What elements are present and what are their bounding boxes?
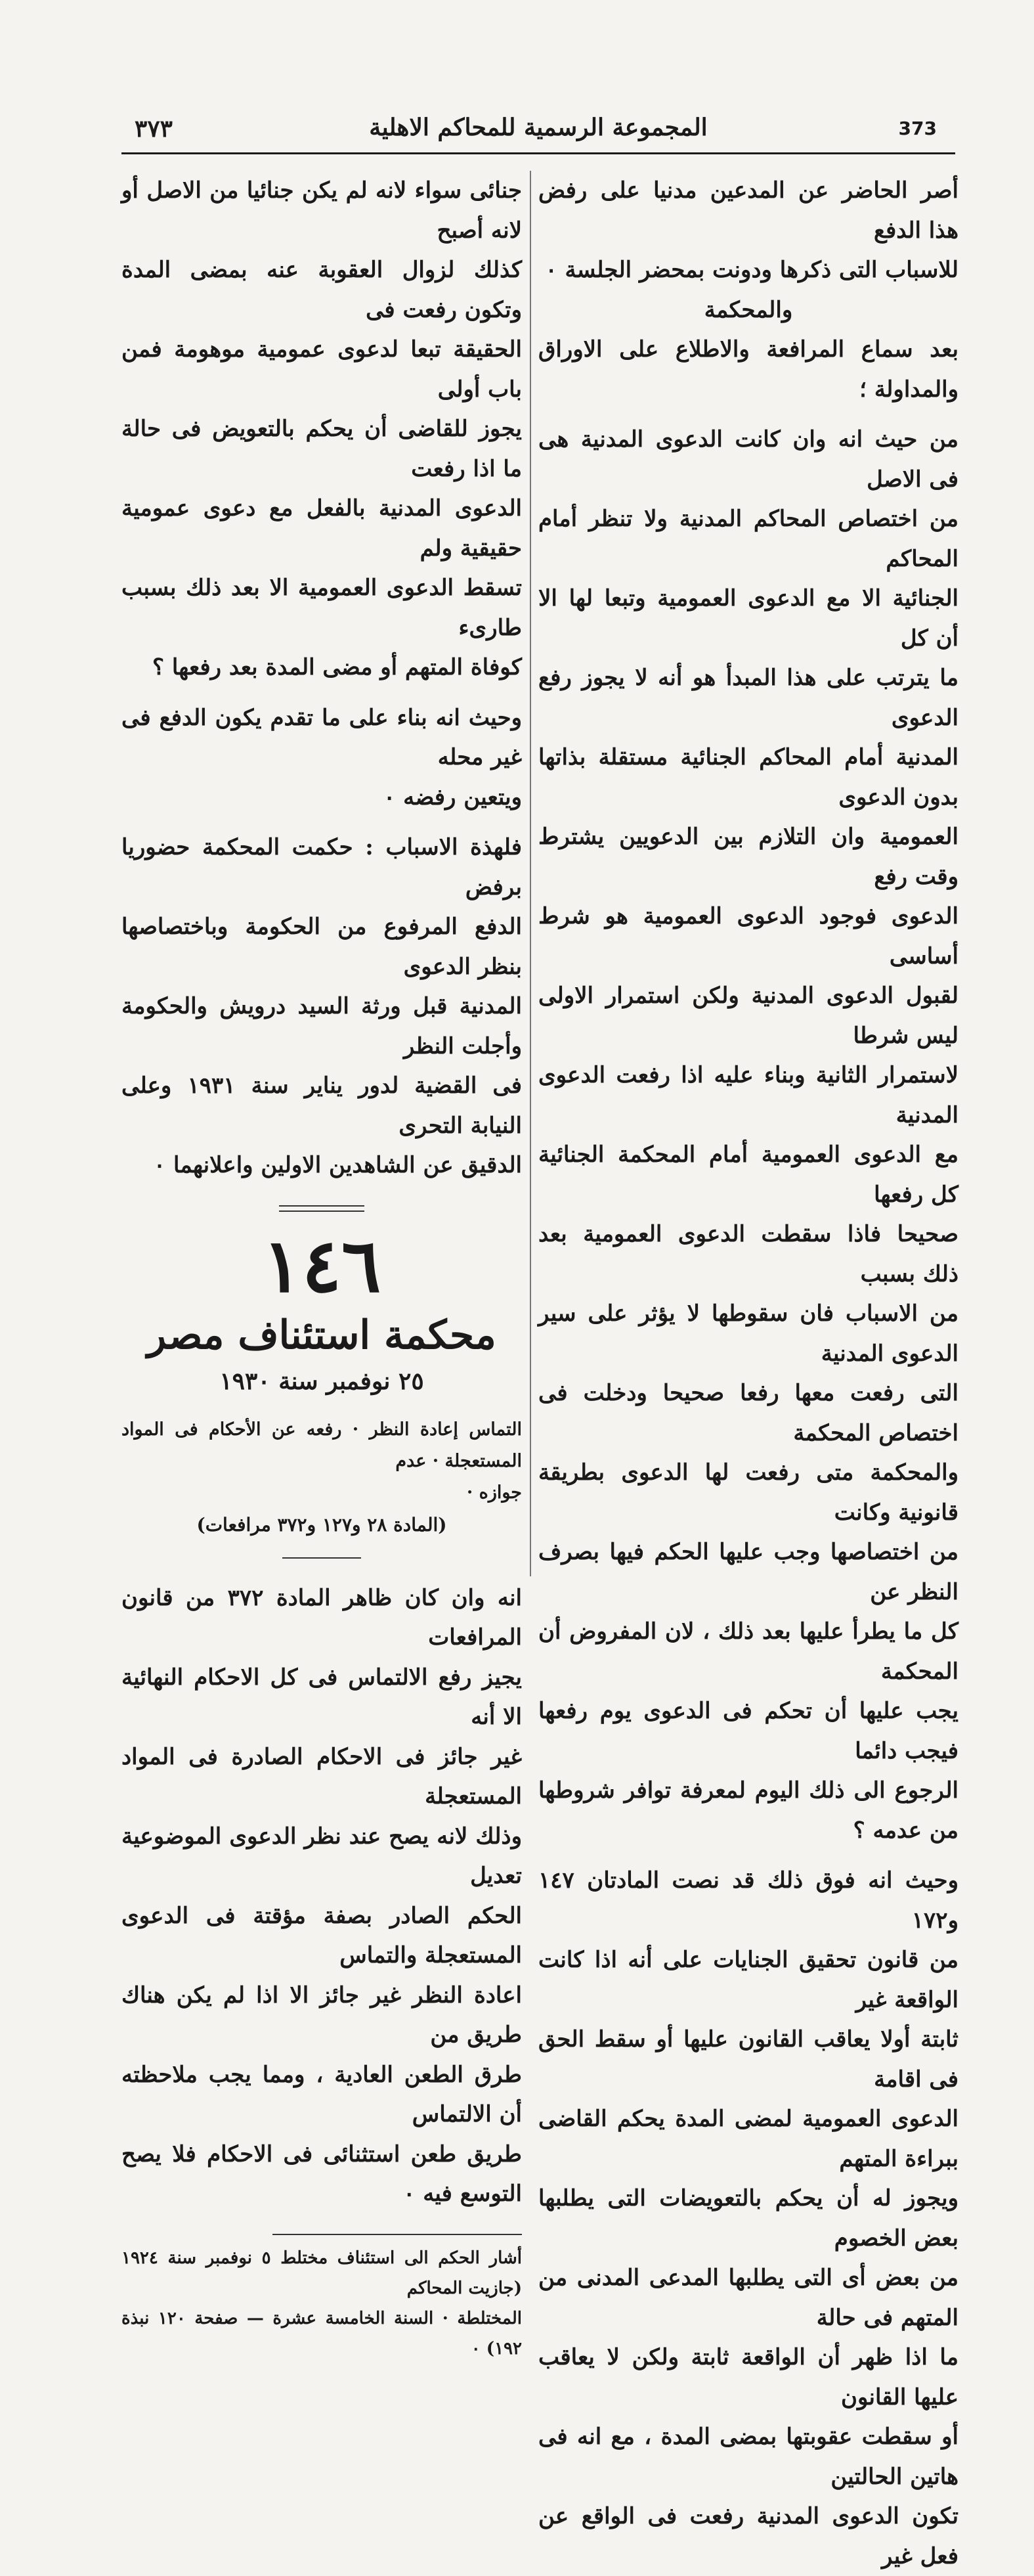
text-line: غير جائز فى الاحكام الصادرة فى المواد المستعجلة [121, 1743, 522, 1810]
text-line: الدعوى العمومية لمضى المدة يحكم القاضى ببراءة المتهم [538, 2106, 959, 2172]
article-reference: (المادة ٢٨ و١٢٧ و٣٧٢ مرافعات) [196, 1513, 447, 1536]
text-line: ثابتة أولا يعاقب القانون عليها أو سقط الحق فى اقامة [538, 2026, 959, 2093]
paragraph [121, 171, 522, 688]
text-line: الرجوع الى ذلك اليوم لمعرفة توافر شروطها من عدمه ؟ [538, 1777, 959, 1844]
page-header [121, 108, 955, 154]
left-column [121, 171, 522, 2364]
text-line: من حيث انه وان كانت الدعوى المدنية هى فى الاصل [538, 426, 959, 493]
text-line: بعد سماع المرافعة والاطلاع على الاوراق والمداولة ؛ [538, 336, 959, 403]
paragraph [121, 1578, 522, 2214]
text-line: العمومية وان التلازم بين الدعويين يشترط وقت رفع [538, 824, 959, 890]
text-line: ويجوز له أن يحكم بالتعويضات التى يطلبها بعض الخصوم [538, 2185, 959, 2252]
summary-line: التماس إعادة النظر · رفعه عن الأحكام فى المواد المستعجلة · عدم [121, 1419, 522, 1471]
case-number: ١٤٦ [262, 1222, 381, 1309]
text-line: ما يترتب على هذا المبدأ هو أنه لا يجوز رفع الدعوى [538, 665, 959, 731]
text-line: لاستمرار الثانية وبناء عليه اذا رفعت الدعوى المدنية [538, 1062, 959, 1128]
section-heading: والمحكمة [704, 296, 793, 323]
text-line: الدعوى فوجود الدعوى العمومية هو شرط أساسى [538, 903, 959, 969]
text-line: الحكم الصادر بصفة مؤقتة فى الدعوى المستعجلة والتماس [121, 1902, 522, 1968]
text-line: اعادة النظر غير جائز الا اذا لم يكن هناك طريق من [121, 1982, 522, 2048]
text-line: يجيز رفع الالتماس فى كل الاحكام النهائية الا أنه [121, 1664, 522, 1730]
summary-line: جوازه · [466, 1482, 522, 1503]
text-line: من اختصاصها وجب عليها الحكم فيها بصرف النظر عن [538, 1539, 959, 1605]
text-line: الجنائية الا مع الدعوى العمومية وتبعا لها الا أن كل [538, 585, 959, 652]
text-line: من قانون تحقيق الجنايات على أنه اذا كانت الواقعة غير [538, 1947, 959, 2013]
text-line: انه وان كان ظاهر المادة ٣٧٢ من قانون المرافعات [121, 1584, 522, 1651]
summary-separator [282, 1557, 361, 1559]
text-line: الدقيق عن الشاهدين الاولين واعلانهما ٠ [153, 1152, 522, 1178]
paragraph [538, 1861, 959, 2576]
case-summary [121, 1414, 522, 1509]
paragraph [538, 171, 959, 290]
text-line: فى القضية لدور يناير سنة ١٩٣١ وعلى النيابة التحرى [121, 1073, 522, 1139]
paragraph [538, 330, 959, 409]
section-separator [279, 1205, 364, 1212]
text-line: لقبول الدعوى المدنية ولكن استمرار الاولى ليس شرطا [538, 983, 959, 1049]
text-line: الحقيقة تبعا لدعوى عمومية موهومة فمن باب أولى [121, 336, 522, 403]
text-line: أو سقطت عقوبتها بمضى المدة ، مع انه فى هاتين الحالتين [538, 2424, 959, 2490]
page-number-latin: 373 [898, 118, 937, 139]
text-line: طريق طعن استثنائى فى الاحكام فلا يصح التوسع فيه ٠ [121, 2141, 522, 2207]
paragraph [538, 420, 959, 1850]
text-line: يجوز للقاضى أن يحكم بالتعويض فى حالة ما اذا رفعت [121, 416, 522, 482]
text-line: من اختصاص المحاكم المدنية ولا تنظر أمام المحاكم [538, 506, 959, 572]
page-number-arabic: ٣٧٣ [135, 115, 173, 143]
paragraph [121, 828, 522, 1186]
publication-title: المجموعة الرسمية للمحاكم الاهلية [369, 114, 708, 141]
text-line: ما اذا ظهر أن الواقعة ثابتة ولكن لا يعاقب عليها القانون [538, 2344, 959, 2410]
text-line: للاسباب التى ذكرها ودونت بمحضر الجلسة ٠ [545, 257, 959, 283]
text-line: تكون الدعوى المدنية رفعت فى الواقع عن فعل غير [538, 2503, 959, 2569]
right-column [538, 171, 959, 2576]
text-line: تسقط الدعوى العمومية الا بعد ذلك بسبب طارىء [121, 575, 522, 641]
text-line: المدنية قبل ورثة السيد درويش والحكومة وأجلت النظر [121, 993, 522, 1059]
text-line: مع الدعوى العمومية أمام المحكمة الجنائية كل رفعها [538, 1142, 959, 1208]
text-line: صحيحا فاذا سقطت الدعوى العمومية بعد ذلك بسبب [538, 1221, 959, 1287]
text-line: كل ما يطرأ عليها بعد ذلك ، لان المفروض أن المحكمة [538, 1618, 959, 1685]
text-line: فلهذة الاسباب : حكمت المحكمة حضوريا برفض [121, 834, 522, 900]
text-line: الدعوى المدنية بالفعل مع دعوى عمومية حقيقية ولم [121, 495, 522, 562]
text-line: جنائى سواء لانه لم يكن جنائيا من الاصل أو لانه أصبح [121, 177, 522, 244]
footnote-line: أشار الحكم الى استئناف مختلط ٥ نوفمبر سنة ١٩٢٤ (جازيت المحاكم [121, 2248, 522, 2298]
text-line: كوفاة المتهم أو مضى المدة بعد رفعها ؟ [152, 654, 522, 680]
text-line: ويتعين رفضه ٠ [383, 784, 522, 811]
text-line: أصر الحاضر عن المدعين مدنيا على رفض هذا الدفع [538, 177, 959, 244]
footnote-rule [272, 2234, 522, 2235]
footnote [121, 2243, 522, 2364]
text-line: يجب عليها أن تحكم فى الدعوى يوم رفعها فيجب دائما [538, 1698, 959, 1764]
text-line: والمحكمة متى رفعت لها الدعوى بطريقة قانونية وكانت [538, 1459, 959, 1526]
text-line: من بعض أى التى يطلبها المدعى المدنى من المتهم فى حالة [538, 2265, 959, 2331]
text-line: وحيث انه فوق ذلك قد نصت المادتان ١٤٧ و١٧٢ [538, 1867, 959, 1934]
case-date: ٢٥ نوفمبر سنة ١٩٣٠ [219, 1367, 424, 1395]
text-line: الدفع المرفوع من الحكومة وباختصاصها بنظر الدعوى [121, 914, 522, 980]
paragraph [121, 698, 522, 818]
text-line: وحيث انه بناء على ما تقدم يكون الدفع فى غير محله [121, 704, 522, 770]
footnote-line: المختلطة · السنة الخامسة عشرة — صفحة ١٢٠ نبذة ١٩٢) ٠ [121, 2308, 523, 2359]
header-rule [121, 152, 955, 154]
text-line: من الاسباب فان سقوطها لا يؤثر على سير الدعوى المدنية [538, 1300, 959, 1367]
court-name: محكمة استئناف مصر [147, 1312, 496, 1358]
text-line: التى رفعت معها رفعا صحيحا ودخلت فى اختصاص المحكمة [538, 1380, 959, 1446]
text-line: المدنية أمام المحاكم الجنائية مستقلة بذاتها بدون الدعوى [538, 744, 959, 811]
text-line: طرق الطعن العادية ، ومما يجب ملاحظته أن الالتماس [121, 2061, 522, 2127]
text-line: كذلك لزوال العقوبة عنه بمضى المدة وتكون رفعت فى [121, 257, 522, 323]
text-line: وذلك لانه يصح عند نظر الدعوى الموضوعية تعديل [121, 1823, 522, 1889]
column-divider [530, 171, 531, 1576]
